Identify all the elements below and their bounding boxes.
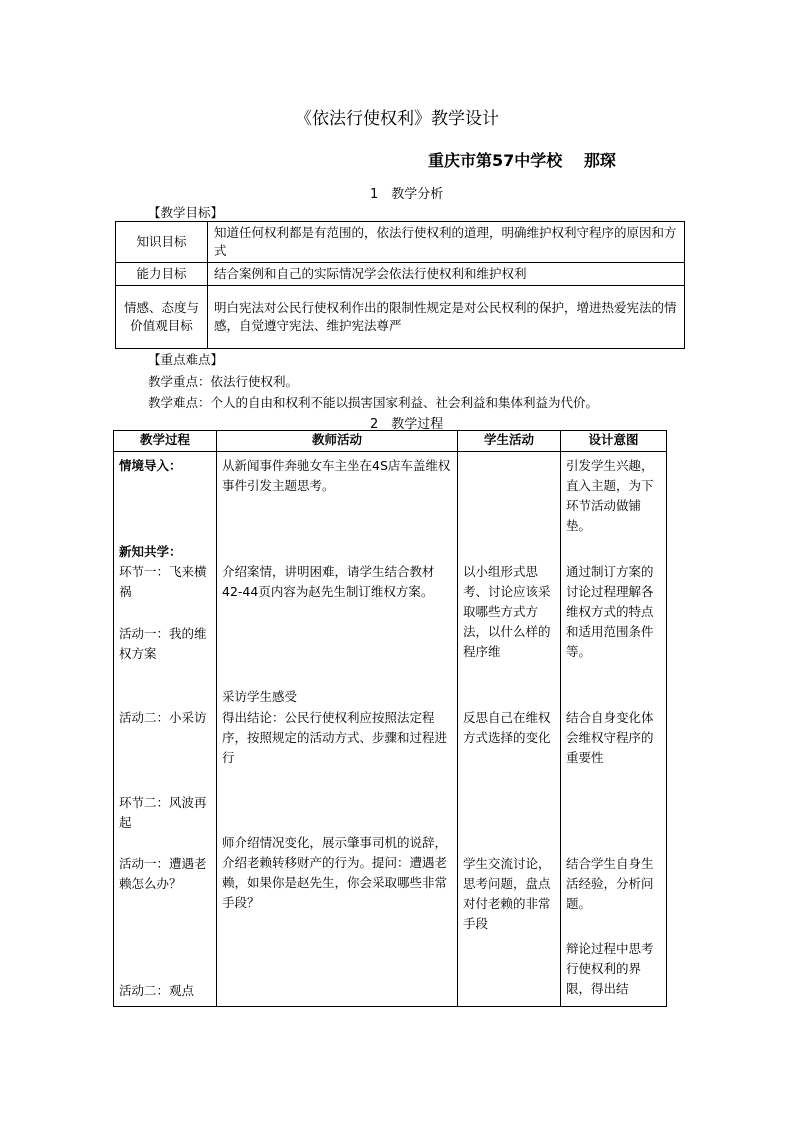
process-newknow: 新知共学： [119,544,182,559]
process-intro: 情境导入： [119,458,182,473]
column-header: 教师活动 [217,431,458,452]
goal-text: 结合案例和自己的实际情况学会依法行使权利和维护权利 [208,263,685,286]
teacher-activity-2: 介绍案情，讲明困难，请学生结合教材42-44页内容为赵先生制订维权方案。 [222,564,435,599]
table-row [116,286,685,349]
design-intent-2: 通过制订方案的讨论过程理解各维权方式的特点和适用范围条件等。 [566,564,654,659]
goal-name: 知识目标 [116,222,208,263]
design-intent-5: 辩论过程中思考行使权利的界限，得出结 [566,941,654,996]
process-table [113,430,667,1007]
goals-table [115,221,685,349]
design-intent-4: 结合学生自身生活经验，分析问题。 [566,856,654,911]
process-activity-4: 活动二：观点 [119,983,195,998]
table-row [116,263,685,286]
design-intent-1: 引发学生兴趣，直入主题，为下环节活动做铺垫。 [566,458,654,533]
teacher-activity-3: 采访学生感受 [222,689,298,704]
teacher-activity-5: 师介绍情况变化，展示肇事司机的说辞，介绍老赖转移财产的行为。提问：遭遇老赖，如果你是赵先生，你会采取哪些非常手段？ [222,835,448,910]
process-activity-3: 活动一：遭遇老赖怎么办？ [119,856,207,891]
section-heading-analysis: 1 教学分析 [370,187,444,202]
teacher-activity-4: 得出结论：公民行使权利应按照法定程序，按照规定的活动方式、步骤和过程进行 [222,710,448,765]
column-header: 设计意图 [561,431,667,452]
column-header: 学生活动 [458,431,561,452]
process-segment-1: 环节一：飞来横祸 [119,564,207,599]
author-line: 重庆市第57中学校 那琛 [428,151,616,170]
process-activity-1: 活动一：我的维权方案 [119,626,207,661]
student-activity-2: 反思自己在维权方式选择的变化 [463,710,551,745]
difficult-point: 教学难点：个人的自由和权利不能以损害国家利益、社会利益和集体利益为代价。 [148,395,599,410]
process-segment-2: 环节二：风波再起 [119,795,207,830]
goal-name: 能力目标 [116,263,208,286]
goal-text: 明白宪法对公民行使权利作出的限制性规定是对公民权利的保护，增进热爱宪法的情感，自觉遵守宪法、维护宪法尊严 [208,286,685,349]
student-activity-1: 以小组形式思考、讨论应该采取哪些方式方法，以什么样的程序维 [463,564,551,659]
key-point: 教学重点：依法行使权利。 [148,374,299,389]
goal-text: 知道任何权利都是有范围的，依法行使权利的道理，明确维护权利守程序的原因和方式 [208,222,685,263]
goals-label: 【教学目标】 [148,205,224,220]
section-heading-process: 2 教学过程 [370,417,444,432]
student-activity-3: 学生交流讨论，思考问题，盘点对付老赖的非常手段 [463,856,551,931]
table-row [114,452,667,1007]
column-header: 教学过程 [114,431,217,452]
table-row [116,222,685,263]
table-header-row [114,431,667,452]
document-title: 《依法行使权利》教学设计 [295,109,499,129]
keypoints-label: 【重点难点】 [148,352,224,367]
goal-name: 情感、态度与价值观目标 [116,286,208,349]
process-activity-2: 活动二：小采访 [119,710,207,725]
design-intent-3: 结合自身变化体会维权守程序的重要性 [566,710,654,765]
teacher-activity-1: 从新闻事件奔驰女车主坐在4S店车盖维权事件引发主题思考。 [222,458,451,493]
